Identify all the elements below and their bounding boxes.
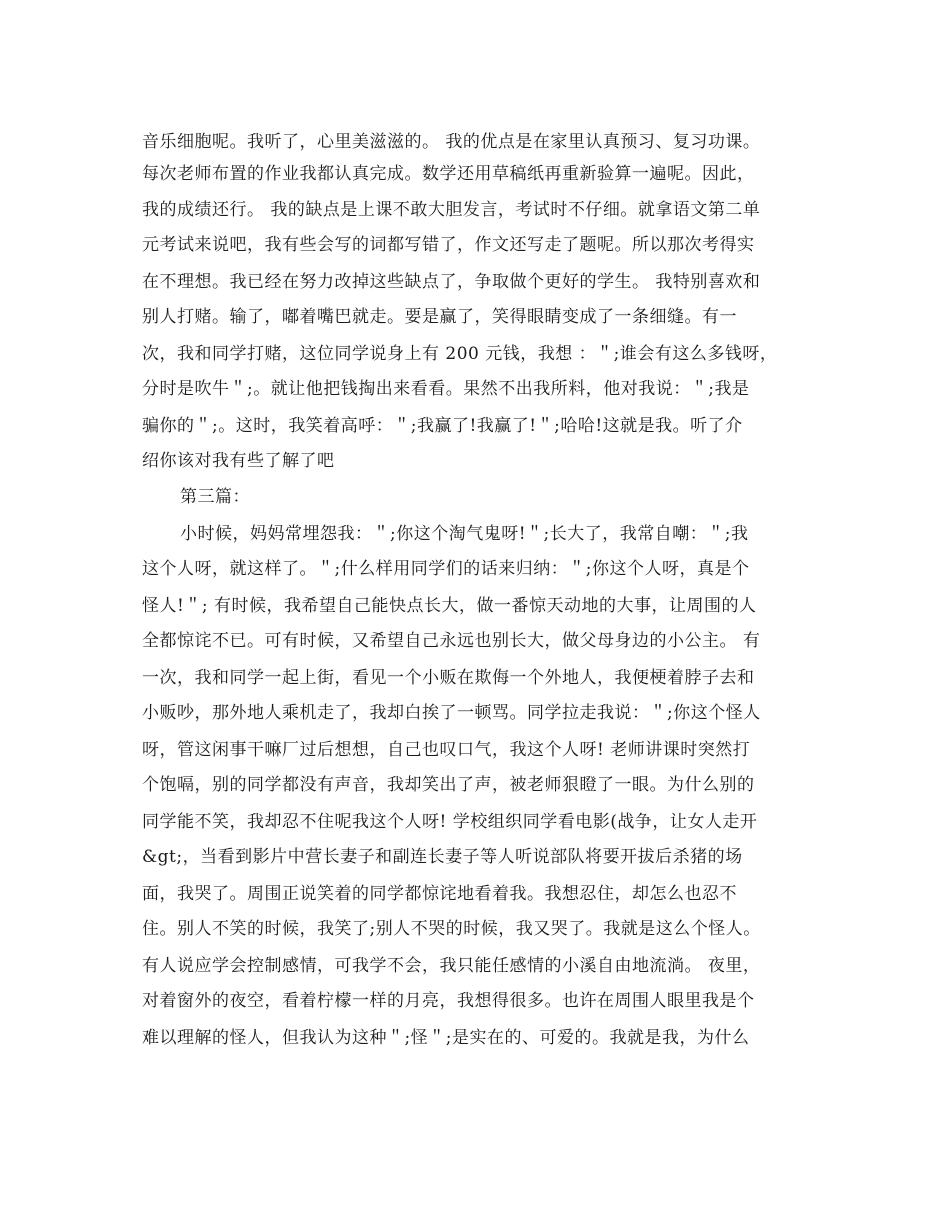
text-line: 分时是吹牛＂;。就让他把钱掏出来看看。果然不出我所料，他对我说：＂;我是 xyxy=(142,379,750,399)
section-heading: 第三篇： xyxy=(180,487,250,507)
text-line: 在不理想。我已经在努力改掉这些缺点了，争取做个更好的学生。 我特别喜欢和 xyxy=(142,272,761,292)
text-line: 住。别人不笑的时候，我笑了;别人不哭的时候，我又哭了。我就是这么个怪人。 xyxy=(142,919,761,939)
text-line: 有人说应学会控制感情，可我学不会，我只能任感情的小溪自由地流淌。 夜里， xyxy=(142,956,761,976)
text-line: 一次，我和同学一起上街，看见一个小贩在欺侮一个外地人，我便梗着脖子去和 xyxy=(142,668,755,688)
text-line: 别人打赌。输了，嘟着嘴巴就走。要是赢了，笑得眼睛变成了一条细缝。有一 xyxy=(142,307,737,327)
text-line: 次，我和同学打赌，这位同学说身上有 200 元钱，我想 ：＂;谁会有这么多钱呀， xyxy=(142,344,778,364)
text-line: 全都惊诧不已。可有时候，又希望自己永远也别长大，做父母身边的小公主。 有 xyxy=(142,631,761,651)
text-line: 怪人!＂; 有时候，我希望自己能快点长大，做一番惊天动地的大事，让周围的人 xyxy=(142,596,757,616)
text-line: 每次老师布置的作业我都认真完成。数学还用草稿纸再重新验算一遍呢。因此， xyxy=(142,164,755,184)
text-line: 同学能不笑，我却忍不住呢我这个人呀! 学校组织同学看电影(战争，让女人走开 xyxy=(142,812,758,832)
text-line: 难以理解的怪人，但我认为这种＂;怪＂;是实在的、可爱的。我就是我，为什么 xyxy=(142,1028,750,1048)
text-line: 元考试来说吧，我有些会写的词都写错了，作文还写走了题呢。所以那次考得实 xyxy=(142,235,755,255)
text-line: 音乐细胞呢。我听了，心里美滋滋的。 我的优点是在家里认真预习、复习功课。 xyxy=(142,132,761,152)
text-line: 这个人呀，就这样了。＂;什么样用同学们的话来归纳：＂;你这个人呀，真是个 xyxy=(142,559,750,579)
text-line: 我的成绩还行。 我的缺点是上课不敢大胆发言，考试时不仔细。就拿语文第二单 xyxy=(142,200,761,220)
text-line: 个饱嗝，别的同学都没有声音，我却笑出了声，被老师狠瞪了一眼。为什么别的 xyxy=(142,775,755,795)
text-line: 对着窗外的夜空，看着柠檬一样的月亮，我想得很多。也许在周围人眼里我是个 xyxy=(142,991,755,1011)
text-line: 绍你该对我有些了解了吧 xyxy=(142,451,335,471)
text-line: 骗你的＂;。这时，我笑着高呼：＂;我赢了!我赢了!＂;哈哈!这就是我。听了介 xyxy=(142,416,743,436)
text-line: 小贩吵，那外地人乘机走了，我却白挨了一顿骂。同学拉走我说：＂;你这个怪人 xyxy=(142,703,761,723)
text-line: 小时候，妈妈常埋怨我：＂;你这个淘气鬼呀!＂;长大了，我常自嘲：＂;我 xyxy=(180,524,749,544)
text-line: &gt;，当看到影片中营长妻子和副连长妻子等人听说部队将要开拔后杀猪的场 xyxy=(142,847,743,867)
text-line: 呀，管这闲事干嘛厂过后想想，自己也叹口气，我这个人呀! 老师讲课时突然打 xyxy=(142,740,751,760)
text-line: 面，我哭了。周围正说笑着的同学都惊诧地看着我。我想忍住，却怎么也忍不 xyxy=(142,884,737,904)
